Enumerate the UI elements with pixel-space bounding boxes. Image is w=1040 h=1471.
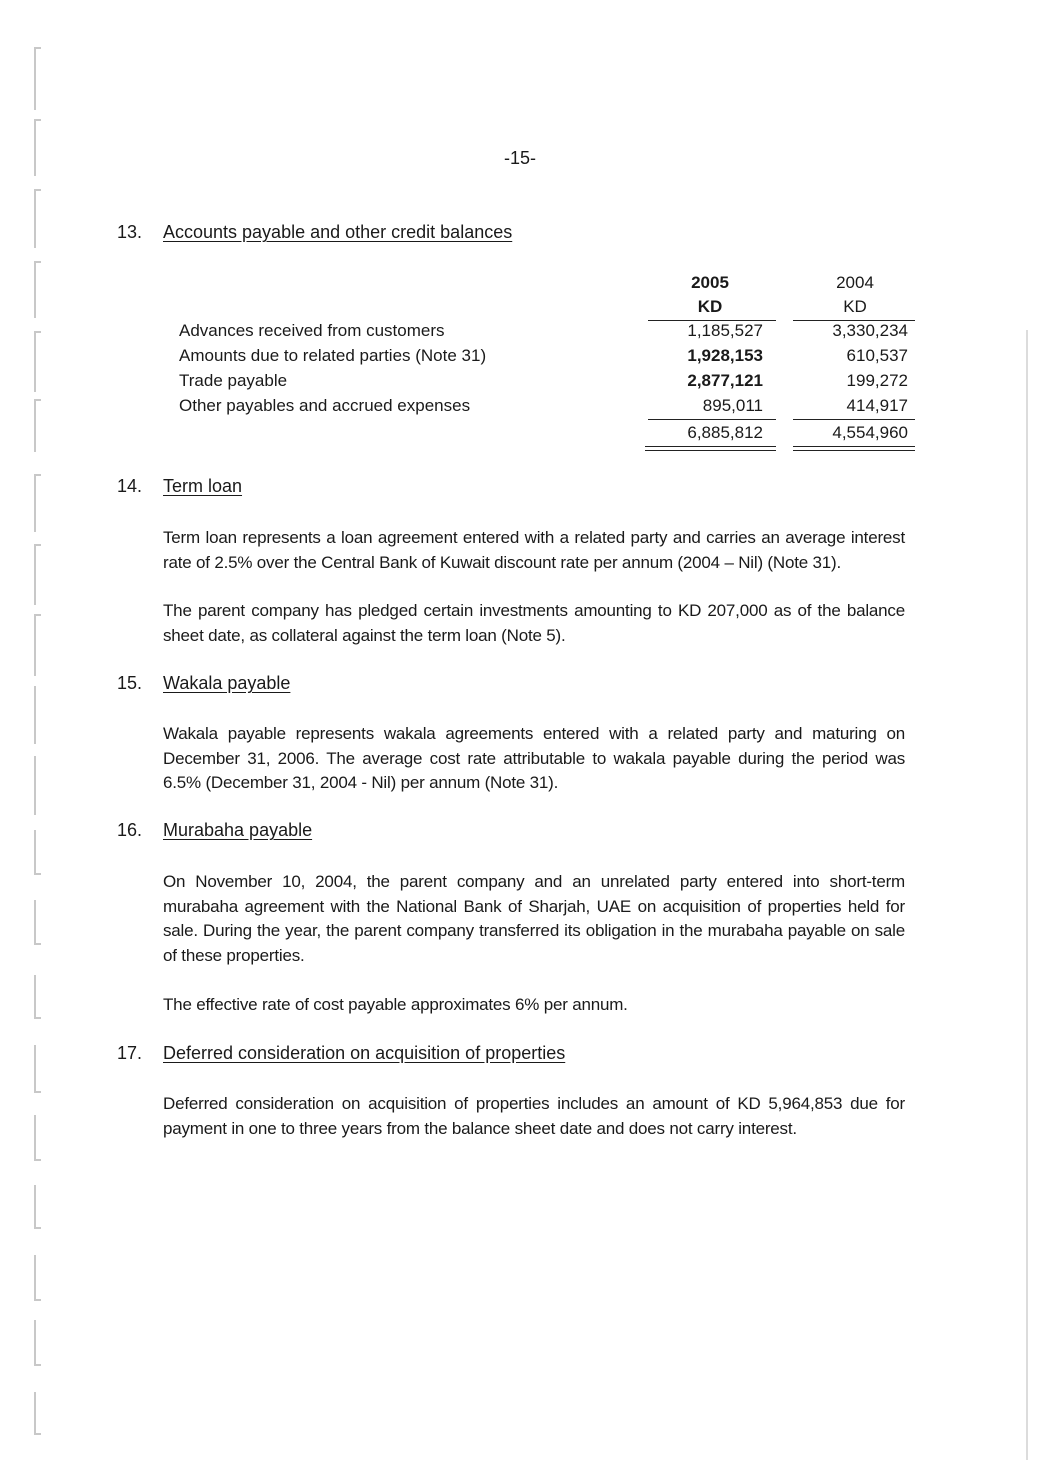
row-label: Other payables and accrued expenses bbox=[179, 396, 471, 415]
col-2005-year: 2005 bbox=[691, 273, 729, 292]
binder-edge-marks bbox=[0, 0, 60, 1471]
section-16-paragraph-1: On November 10, 2004, the parent company and an unrelated party entered into short-term murabaha agreement with the National Bank of Sharjah, UAE on acquisition of properties held for sale. During the year, the parent company transferred its obligation in the murabaha payable on sale of these properties. bbox=[163, 872, 905, 965]
section-15-title: Wakala payable bbox=[163, 673, 291, 693]
subtotal-rule-2005 bbox=[648, 419, 776, 420]
row-label: Advances received from customers bbox=[179, 321, 445, 340]
total-2005: 6,885,812 bbox=[687, 423, 763, 442]
value-2005: 1,185,527 bbox=[687, 321, 763, 340]
col-2005-unit: KD bbox=[697, 297, 723, 316]
value-2004: 414,917 bbox=[846, 396, 908, 415]
section-16-title: Murabaha payable bbox=[163, 820, 313, 840]
row-label: Trade payable bbox=[179, 371, 288, 390]
scan-edge-line bbox=[1026, 330, 1028, 1460]
total-double-rule-2004 bbox=[793, 446, 915, 451]
section-14-paragraph-2: The parent company has pledged certain investments amounting to KD 207,000 as of the balance sheet date, as collateral against the term loan (Note 5). bbox=[163, 601, 905, 645]
section-14-number: 14. bbox=[117, 476, 143, 496]
value-2005: 1,928,153 bbox=[687, 346, 763, 365]
value-2005: 2,877,121 bbox=[687, 371, 763, 390]
section-17-number: 17. bbox=[117, 1043, 143, 1063]
value-2004: 3,330,234 bbox=[832, 321, 908, 340]
section-16-paragraph-2: The effective rate of cost payable approximates 6% per annum. bbox=[163, 995, 628, 1014]
value-2005: 895,011 bbox=[702, 396, 763, 415]
section-14-paragraph-1: Term loan represents a loan agreement entered with a related party and carries an average interest rate of 2.5% over the Central Bank of Kuwait discount rate per annum (2004 – Nil) (Note 31). bbox=[163, 528, 905, 572]
section-13-title: Accounts payable and other credit balances bbox=[163, 222, 513, 242]
section-13-number: 13. bbox=[117, 222, 143, 242]
section-17-paragraph-1: Deferred consideration on acquisition of properties includes an amount of KD 5,964,853 due for payment in one to three years from the balance sheet date and does not carry interest. bbox=[163, 1094, 905, 1138]
total-2004: 4,554,960 bbox=[832, 423, 908, 442]
col-2004-year: 2004 bbox=[836, 273, 874, 292]
section-16-number: 16. bbox=[117, 820, 143, 840]
page-number: -15- bbox=[503, 148, 536, 168]
section-15-number: 15. bbox=[117, 673, 143, 693]
subtotal-rule-2004 bbox=[793, 419, 915, 420]
row-label: Amounts due to related parties (Note 31) bbox=[179, 346, 487, 365]
section-17-title: Deferred consideration on acquisition of properties bbox=[163, 1043, 566, 1063]
col-2004-unit: KD bbox=[843, 297, 867, 316]
total-double-rule-2005 bbox=[645, 446, 776, 451]
value-2004: 610,537 bbox=[846, 346, 908, 365]
section-14-title: Term loan bbox=[163, 476, 243, 496]
value-2004: 199,272 bbox=[846, 371, 908, 390]
section-15-paragraph-1: Wakala payable represents wakala agreements entered with a related party and maturing on December 31, 2006. The average cost rate attributable to wakala payable during the period was 6.5% (December 31, 2004 - Nil) per annum (Note 31). bbox=[163, 724, 905, 792]
